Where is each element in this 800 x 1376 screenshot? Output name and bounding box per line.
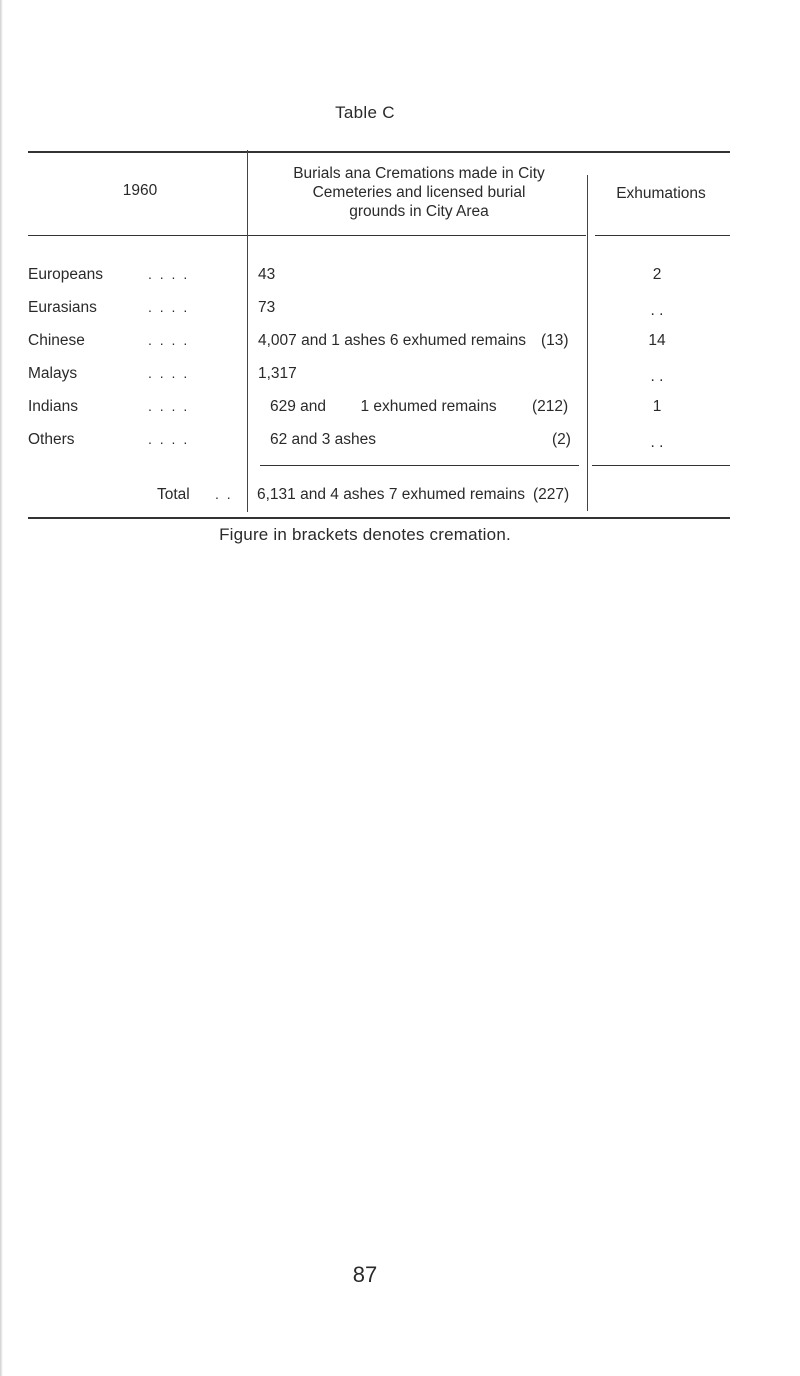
header-exhumations: Exhumations	[616, 185, 706, 202]
row-leader-dots: . . . .	[148, 365, 190, 381]
table-title: Table C	[335, 103, 395, 122]
header-burials-line-1: Burials ana Cremations made in City	[293, 165, 545, 182]
row-leader-dots: . . . .	[148, 431, 190, 447]
row-burials: 1,317	[258, 365, 297, 382]
row-leader-dots: . . . .	[148, 398, 190, 414]
total-burials: 6,131 and 4 ashes 7 exhumed remains	[257, 486, 525, 503]
row-burials: 4,007 and 1 ashes 6 exhumed remains	[258, 332, 526, 349]
row-group: Europeans	[28, 266, 103, 283]
row-group: Eurasians	[28, 299, 97, 316]
row-exhumations: . .	[650, 368, 664, 385]
row-group: Chinese	[28, 332, 85, 349]
row-burials: 73	[258, 299, 276, 316]
row-exhumations: . .	[650, 434, 664, 451]
total-cremation: (227)	[533, 486, 570, 503]
header-year: 1960	[122, 182, 158, 199]
total-label: Total	[157, 486, 190, 503]
header-rule-mid	[254, 235, 586, 236]
row-group: Malays	[28, 365, 78, 382]
row-group: Others	[28, 431, 75, 448]
header-rule-left	[28, 235, 254, 236]
row-burials: 629 and 1 exhumed remains	[270, 398, 497, 415]
row-exhumations: 2	[652, 266, 662, 283]
row-burials: 43	[258, 266, 276, 283]
header-rule-right	[595, 235, 730, 236]
total-rule-mid	[260, 465, 579, 466]
row-exhumations: . .	[650, 302, 664, 319]
row-burials: 62 and 3 ashes	[270, 431, 377, 448]
header-burials-line-2: Cemeteries and licensed burial	[312, 184, 526, 201]
table-bottom-rule	[28, 517, 730, 519]
row-exhumations: 14	[648, 332, 666, 349]
total-rule-right	[592, 465, 730, 466]
divider-year-burials	[247, 150, 248, 512]
divider-burials-exhumations	[587, 175, 588, 511]
row-cremation: (13)	[541, 332, 569, 349]
total-leader-dots: . .	[215, 486, 233, 502]
page-edge-shadow	[0, 0, 3, 1376]
row-leader-dots: . . . .	[148, 266, 190, 282]
row-exhumations: 1	[652, 398, 662, 415]
row-leader-dots: . . . .	[148, 299, 190, 315]
row-cremation: (212)	[532, 398, 569, 415]
page-number: 87	[352, 1262, 378, 1287]
row-cremation: (2)	[552, 431, 571, 448]
table-top-rule	[28, 151, 730, 153]
header-burials	[262, 164, 576, 221]
header-burials-line-3: grounds in City Area	[349, 203, 489, 220]
footnote: Figure in brackets denotes cremation.	[219, 525, 511, 544]
row-leader-dots: . . . .	[148, 332, 190, 348]
row-group: Indians	[28, 398, 78, 415]
